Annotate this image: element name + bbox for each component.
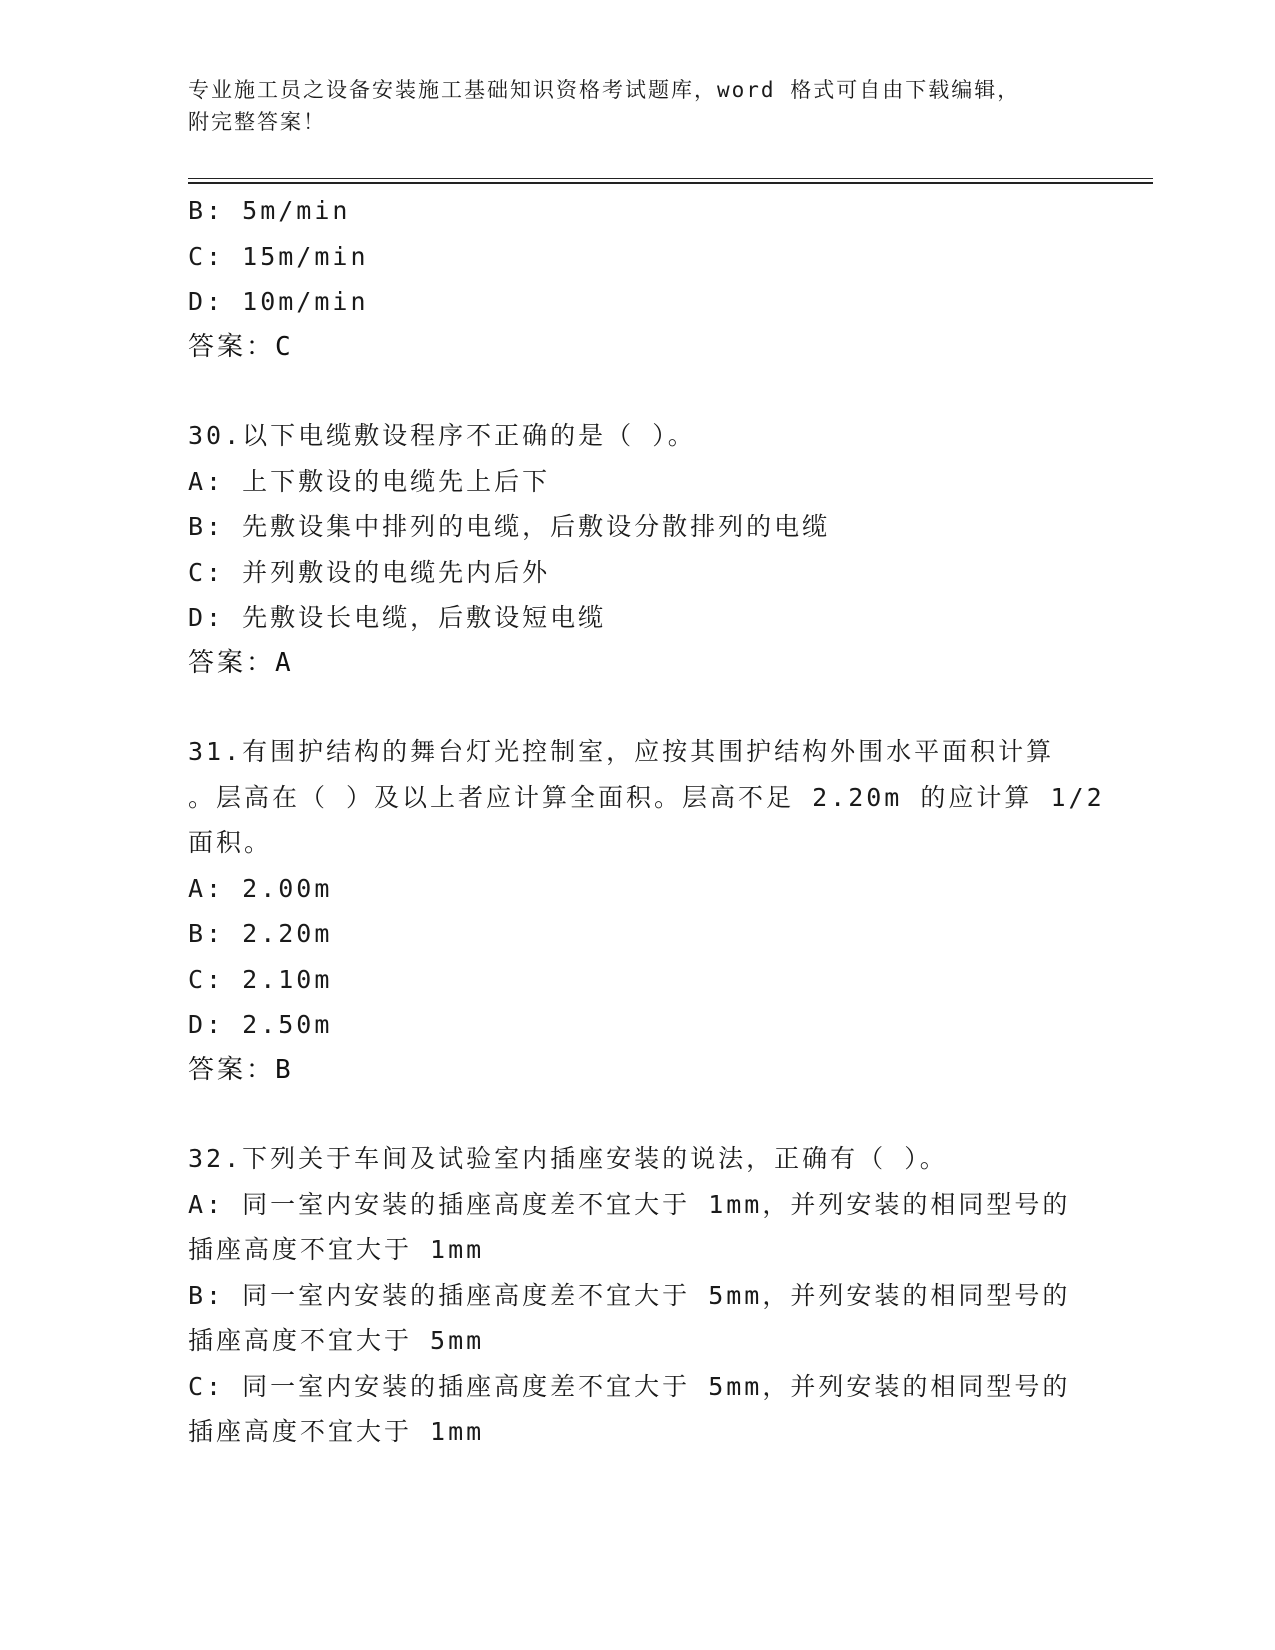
question-stem-line-1: 31.有围护结构的舞台灯光控制室，应按其围护结构外围水平面积计算 bbox=[188, 737, 1055, 766]
answer: 答案：B bbox=[188, 1054, 294, 1085]
header-line-2: 附完整答案！ bbox=[188, 110, 326, 134]
question-stem: 32.下列关于车间及试验室内插座安装的说法，正确有（ ）。 bbox=[188, 1144, 948, 1173]
header-rule-thick bbox=[188, 182, 1153, 184]
option-b: B: 先敷设集中排列的电缆，后敷设分散排列的电缆 bbox=[188, 512, 831, 541]
option-d: D: 先敷设长电缆，后敷设短电缆 bbox=[188, 603, 607, 632]
option-c-line-2: 插座高度不宜大于 1mm bbox=[188, 1417, 485, 1446]
question-stem: 30.以下电缆敷设程序不正确的是（ ）。 bbox=[188, 421, 696, 450]
option-a-line-1: A: 同一室内安装的插座高度差不宜大于 1mm，并列安装的相同型号的 bbox=[188, 1189, 1071, 1219]
option-b: B: 5m/min bbox=[188, 196, 351, 225]
option-c: C: 15m/min bbox=[188, 241, 369, 271]
option-b-line-1: B: 同一室内安装的插座高度差不宜大于 5mm，并列安装的相同型号的 bbox=[188, 1280, 1071, 1310]
spacer bbox=[188, 1093, 1088, 1136]
question-stem-line-3: 面积。 bbox=[188, 828, 273, 857]
header-rule-thin bbox=[188, 178, 1153, 179]
option-c-line-1: C: 同一室内安装的插座高度差不宜大于 5mm，并列安装的相同型号的 bbox=[188, 1371, 1071, 1401]
header-line-1: 专业施工员之设备安装施工基础知识资格考试题库，word 格式可自由下载编辑， bbox=[188, 78, 1021, 102]
question-30 bbox=[188, 413, 1088, 686]
question-list bbox=[188, 188, 1105, 1455]
option-b: B: 2.20m bbox=[188, 919, 333, 948]
question-31 bbox=[188, 729, 1105, 1093]
option-a-line-2: 插座高度不宜大于 1mm bbox=[188, 1235, 485, 1264]
option-b-line-2: 插座高度不宜大于 5mm bbox=[188, 1326, 485, 1355]
spacer bbox=[188, 686, 1088, 729]
option-c: C: 2.10m bbox=[188, 964, 333, 994]
question-prev bbox=[188, 188, 1088, 370]
question-32 bbox=[188, 1136, 1088, 1455]
page-header bbox=[188, 74, 1088, 138]
option-d: D: 10m/min bbox=[188, 287, 369, 316]
answer: 答案：A bbox=[188, 647, 294, 678]
question-stem-line-2: 。层高在（ ）及以上者应计算全面积。层高不足 2.20m 的应计算 1/2 bbox=[188, 782, 1105, 812]
option-c: C: 并列敷设的电缆先内后外 bbox=[188, 557, 551, 587]
answer: 答案：C bbox=[188, 331, 294, 362]
option-a: A: 2.00m bbox=[188, 873, 333, 903]
spacer bbox=[188, 370, 1088, 413]
option-d: D: 2.50m bbox=[188, 1010, 333, 1039]
option-a: A: 上下敷设的电缆先上后下 bbox=[188, 466, 551, 496]
